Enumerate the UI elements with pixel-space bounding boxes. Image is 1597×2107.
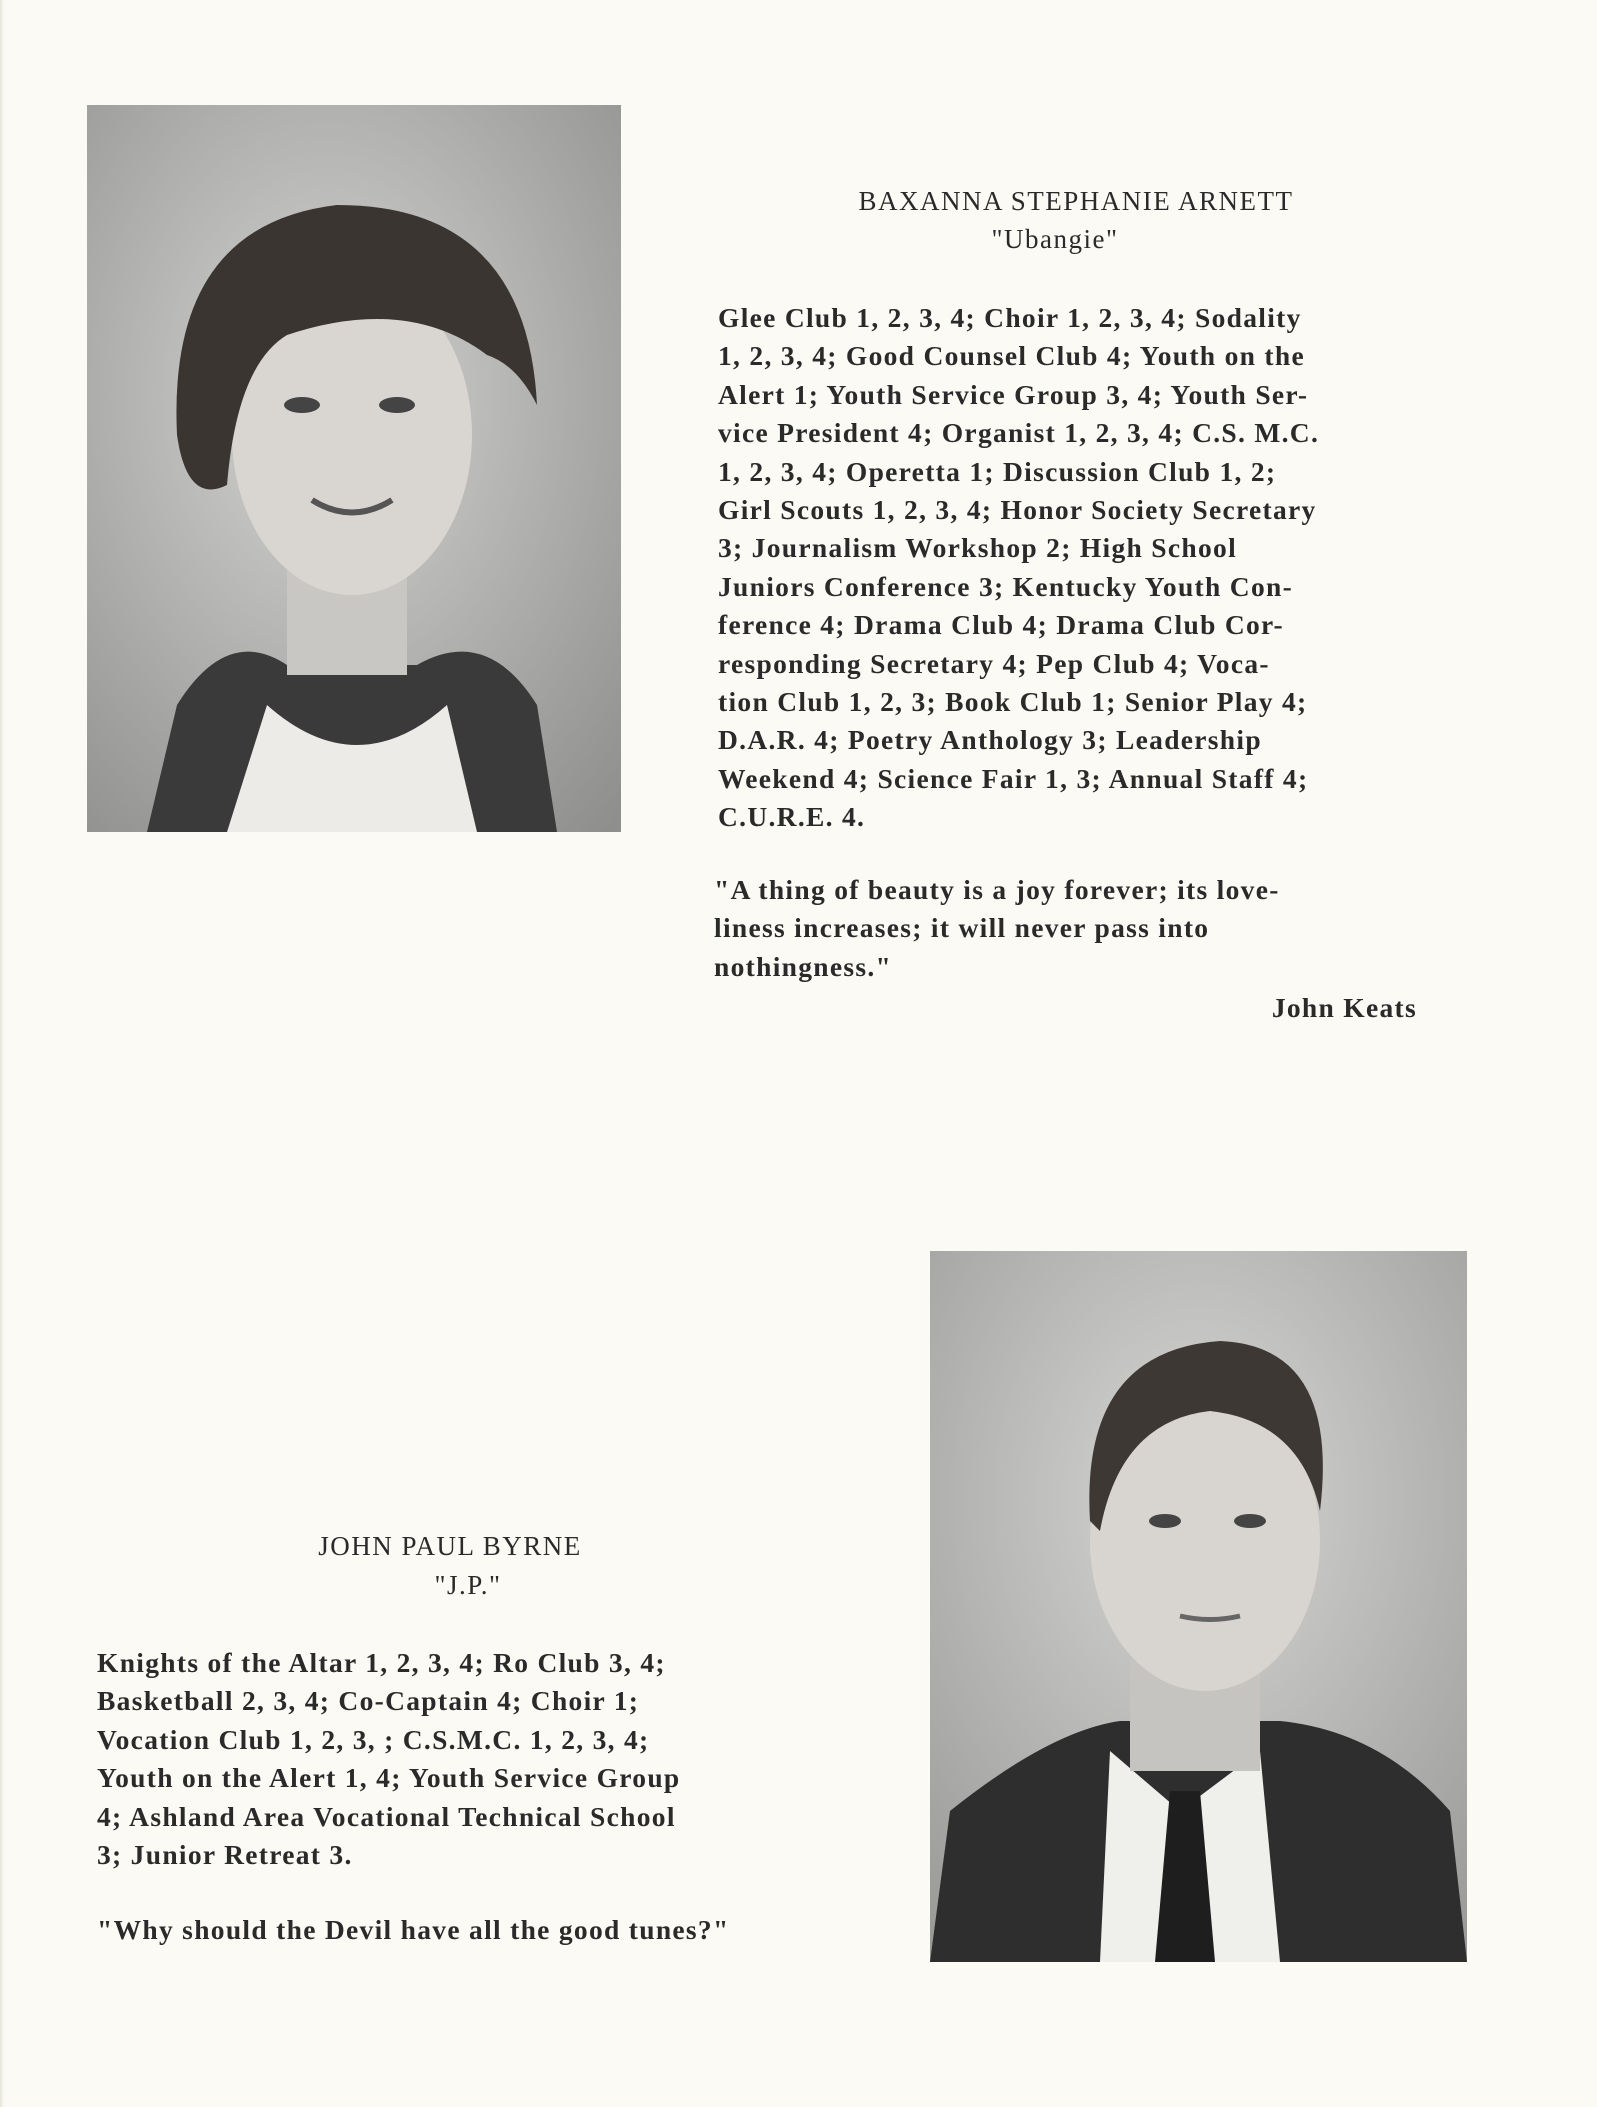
student-name: BAXANNA STEPHANIE ARNETT <box>858 186 1294 216</box>
activities-line: vice President 4; Organist 1, 2, 3, 4; C.S. M.C. <box>718 417 1320 449</box>
activities-line: Girl Scouts 1, 2, 3, 4; Honor Society Secretary <box>718 494 1317 526</box>
quote-author: John Keats <box>1271 992 1417 1023</box>
student-nickname: "J.P." <box>434 1570 502 1600</box>
activities-line: 3; Journalism Workshop 2; High School <box>718 532 1238 564</box>
activities-line: ference 4; Drama Club 4; Drama Club Cor- <box>718 609 1284 641</box>
activities-line: C.U.R.E. 4. <box>718 801 866 833</box>
activities-line: Alert 1; Youth Service Group 3, 4; Youth Ser- <box>718 378 1309 410</box>
student-name: JOHN PAUL BYRNE <box>318 1531 582 1561</box>
activities-line: Juniors Conference 3; Kentucky Youth Con- <box>718 570 1294 602</box>
activities-line: Weekend 4; Science Fair 1, 3; Annual Staff 4; <box>718 762 1309 794</box>
activities-line: responding Secretary 4; Pep Club 4; Voca- <box>718 647 1270 679</box>
activities-line: 1, 2, 3, 4; Good Counsel Club 4; Youth on the <box>718 340 1305 372</box>
senior-quote <box>714 871 1280 986</box>
quote-line: liness increases; it will never pass into <box>714 912 1210 944</box>
activities-line: Basketball 2, 3, 4; Co-Captain 4; Choir 1; <box>97 1685 640 1717</box>
activities-line: Glee Club 1, 2, 3, 4; Choir 1, 2, 3, 4; Sodality <box>718 302 1302 333</box>
activities-list <box>97 1644 681 1874</box>
student-nickname: "Ubangie" <box>991 224 1119 254</box>
activities-line: 1, 2, 3, 4; Operetta 1; Discussion Club 1, 2; <box>718 455 1277 487</box>
senior-quote <box>97 1911 730 1949</box>
quote-line: "Why should the Devil have all the good tunes?" <box>97 1914 730 1945</box>
quote-line: nothingness." <box>714 950 893 982</box>
activities-line: 3; Junior Retreat 3. <box>97 1839 353 1871</box>
quote-line: "A thing of beauty is a joy forever; its love- <box>714 874 1280 905</box>
portrait-photo-arnett <box>87 105 621 832</box>
activities-line: Knights of the Altar 1, 2, 3, 4; Ro Club 3, 4; <box>97 1647 666 1678</box>
activities-line: D.A.R. 4; Poetry Anthology 3; Leadership <box>718 724 1262 756</box>
activities-line: Youth on the Alert 1, 4; Youth Service Group <box>97 1762 681 1794</box>
portrait-photo-byrne <box>930 1251 1467 1962</box>
page-edge <box>0 0 4 2107</box>
activities-line: tion Club 1, 2, 3; Book Club 1; Senior Play 4; <box>718 686 1308 718</box>
activities-list <box>718 299 1319 837</box>
activities-line: 4; Ashland Area Vocational Technical School <box>97 1800 676 1832</box>
activities-line: Vocation Club 1, 2, 3, ; C.S.M.C. 1, 2, 3, 4; <box>97 1723 650 1755</box>
